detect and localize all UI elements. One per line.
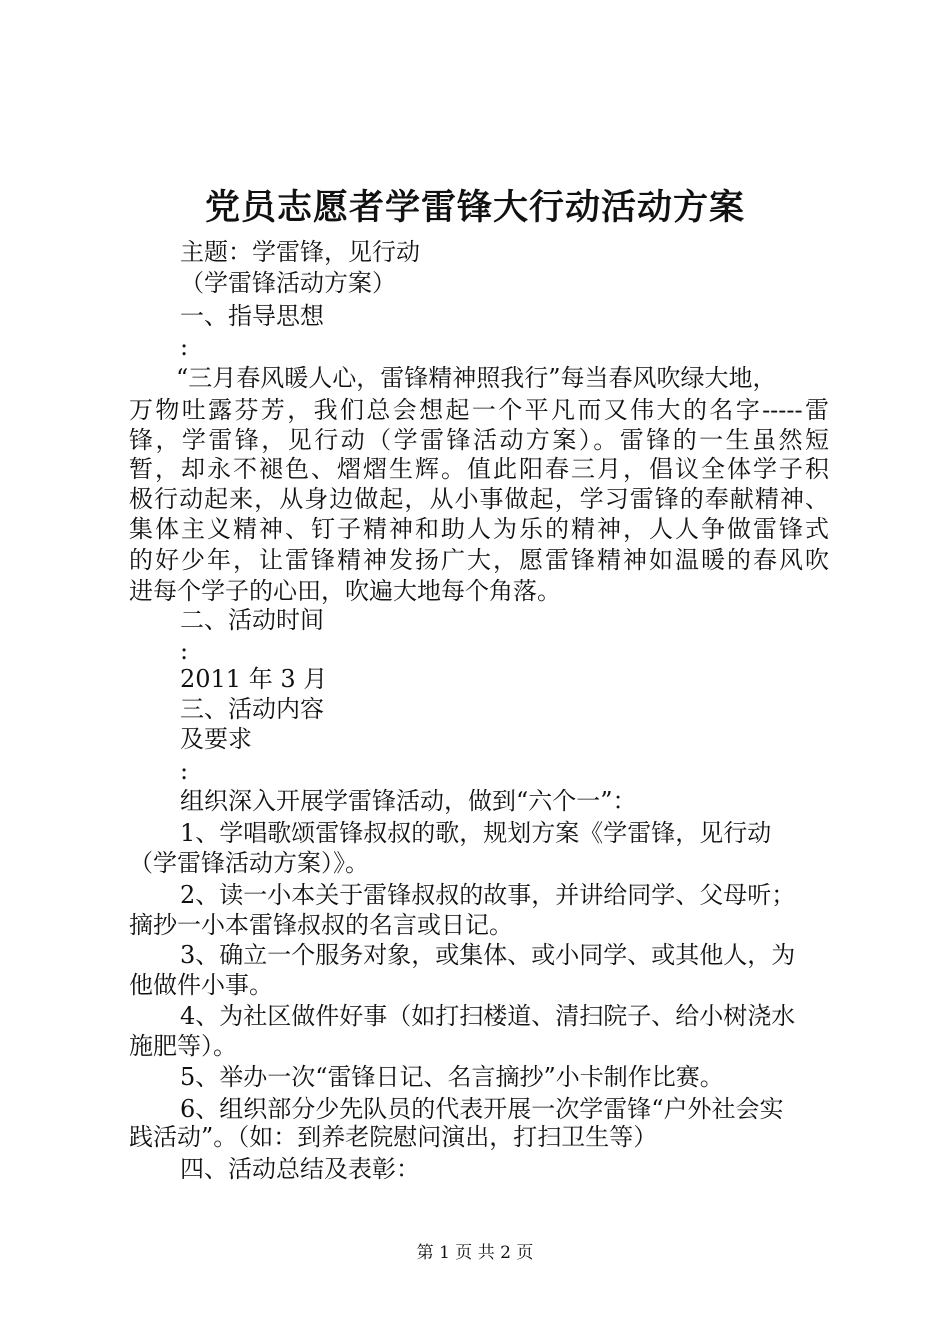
subtitle-line: （学雷锋活动方案） [180, 269, 396, 297]
list-item-2: 2、读一小本关于雷锋叔叔的故事，并讲给同学、父母听； [180, 881, 796, 909]
paragraph-line: 集体主义精神、钉子精神和助人为乐的精神，人人争做雷锋式 [129, 515, 829, 543]
list-item-3-cont: 他做件小事。 [129, 971, 273, 999]
colon-line: : [180, 333, 189, 361]
list-item-4-cont: 施肥等）。 [129, 1032, 237, 1060]
list-item-6: 6、组织部分少先队员的代表开展一次学雷锋“户外社会实 [180, 1095, 784, 1123]
paragraph-line: 万物吐露芬芳，我们总会想起一个平凡而又伟大的名字-----雷 [129, 396, 829, 424]
list-item-5: 5、举办一次“雷锋日记、名言摘抄”小卡制作比赛。 [180, 1063, 724, 1091]
list-item-4: 4、为社区做件好事（如打扫楼道、清扫院子、给小树浇水 [180, 1002, 796, 1030]
list-item-1-cont: （学雷锋活动方案）》。 [129, 849, 369, 877]
theme-line: 主题：学雷锋，见行动 [180, 238, 420, 266]
section-heading-1: 一、指导思想 [180, 302, 324, 330]
document-title: 党员志愿者学雷锋大行动活动方案 [204, 187, 745, 228]
paragraph-line: 暂，却永不褪色、熠熠生辉。值此阳春三月，倡议全体学子积 [129, 455, 829, 483]
paragraph-line: “三月春风暖人心，雷锋精神照我行”每当春风吹绿大地， [176, 364, 777, 392]
section-heading-4: 四、活动总结及表彰： [180, 1155, 420, 1183]
list-item-6-cont: 践活动”。（如：到养老院慰问演出，打扫卫生等） [129, 1123, 658, 1151]
paragraph-line: 的好少年，让雷锋精神发扬广大，愿雷锋精神如温暖的春风吹 [129, 546, 829, 574]
list-item-1: 1、学唱歌颂雷锋叔叔的歌，规划方案《学雷锋，见行动 [180, 819, 772, 847]
page-footer: 第 1 页 共 2 页 [416, 1243, 534, 1263]
list-item-2-cont: 摘抄一小本雷锋叔叔的名言或日记。 [129, 911, 513, 939]
paragraph-line: 组织深入开展学雷锋活动，做到“六个一”： [180, 787, 637, 815]
colon-line: : [180, 637, 189, 665]
paragraph-line: 进每个学子的心田，吹遍大地每个角落。 [129, 577, 561, 605]
activity-date: 2011 年 3 月 [180, 665, 328, 693]
section-heading-3-cont: 及要求 [180, 725, 252, 753]
list-item-3: 3、确立一个服务对象，或集体、或小同学、或其他人，为 [180, 941, 796, 969]
section-heading-2: 二、活动时间 [180, 606, 324, 634]
paragraph-line: 极行动起来，从身边做起，从小事做起，学习雷锋的奉献精神、 [129, 485, 829, 513]
paragraph-line: 锋，学雷锋，见行动（学雷锋活动方案）。雷锋的一生虽然短 [129, 426, 829, 454]
section-heading-3: 三、活动内容 [180, 695, 324, 723]
colon-line: : [180, 757, 189, 785]
